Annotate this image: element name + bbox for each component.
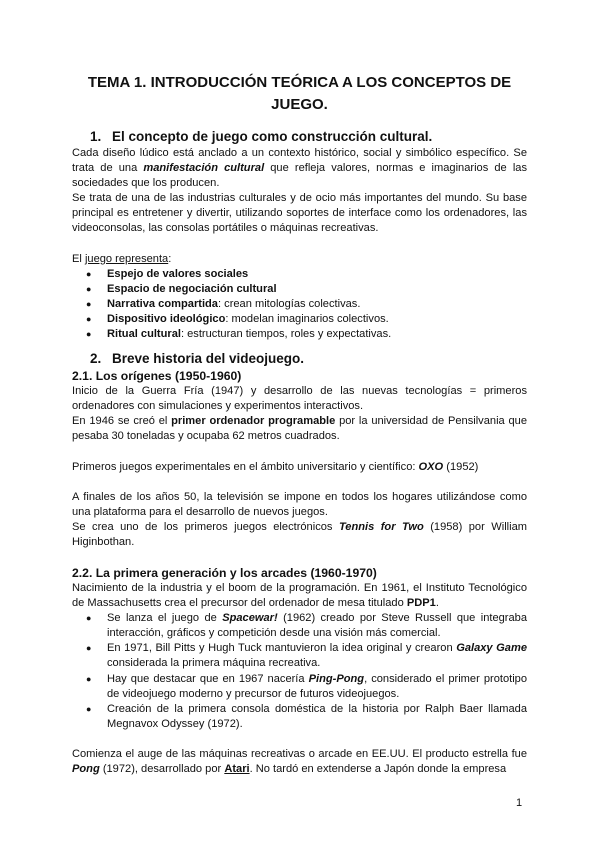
- text-run: por la universidad de Pensilvania que pesaba 30 toneladas y ocupaba 62 metros cuadrados.: [72, 415, 527, 443]
- section-1-heading: [72, 128, 527, 145]
- text-run: Primeros juegos experimentales en el ámbito universitario y científico:: [72, 460, 419, 473]
- text-run: , considerado el primer prototipo de videojuego moderno y precursor de futuros videojuegos.: [107, 672, 528, 700]
- page-number: 1: [516, 797, 523, 809]
- spacer: [72, 445, 527, 460]
- text-run: Hay que destacar que en 1967 nacería: [107, 672, 309, 685]
- section-1-bullet-list: [72, 267, 527, 342]
- list-item: [72, 641, 527, 671]
- text-run: (1958) por William Higinbothan.: [72, 520, 527, 548]
- emphasis-run: Tennis for Two: [338, 520, 424, 533]
- bullet-icon: ●: [86, 313, 92, 324]
- bullet-icon: ●: [86, 673, 92, 684]
- section-1-title: El concepto de juego como construcción cultural.: [112, 129, 433, 144]
- section-1-paragraph-2: Se trata de una de las industrias culturales y de ocio más importantes del mundo. Su base principal es entretener y divertir, utilizando soportes de interface como los ordenadores, las videoconsolas, las consolas portátiles o máquinas recreativas.: [72, 192, 527, 235]
- text-run: Creación de la primera consola doméstica de la historia por Ralph Baer llamada Megnavox Odyssey (1972).: [107, 702, 527, 730]
- text-run: En 1946 se creó el: [72, 415, 172, 428]
- subsection-2-1-heading: 2.1. Los orígenes (1950-1960): [72, 369, 242, 384]
- text-run: : crean mitologías colectivas.: [217, 297, 361, 310]
- spacer: [72, 732, 527, 747]
- spacer: [72, 237, 527, 252]
- bold-run: PDP1: [406, 597, 436, 610]
- text-run: que refleja valores, normas e imaginarios de las sociedades que los producen.: [72, 162, 527, 190]
- section-1-paragraph-1: [72, 146, 527, 191]
- text-run: En 1971, Bill Pitts y Hugh Tuck mantuvieron la idea original y crearon: [107, 642, 457, 655]
- emphasis-run: Pong: [72, 763, 100, 775]
- text-run: considerada la primera máquina recreativa.: [107, 657, 321, 670]
- list-item: [72, 312, 527, 327]
- text-run: El: [72, 252, 85, 265]
- emphasis-run: Galaxy Game: [456, 642, 527, 655]
- text-run: . No tardó en extenderse a Japón donde la empresa: [249, 763, 507, 775]
- spacer: [72, 342, 527, 350]
- document-body: [72, 72, 527, 777]
- text-run: .: [435, 597, 439, 610]
- emphasis-run: manifestación cultural: [143, 162, 265, 175]
- list-item: [72, 282, 527, 297]
- spacer: [72, 475, 527, 490]
- bullet-icon: ●: [86, 268, 92, 279]
- subsection-2-1-paragraph-4: A finales de los años 50, la televisión se impone en todos los hogares utilizándose como una plataforma para el desarrollo de nuevos juegos.: [72, 490, 527, 518]
- text-run: (1952): [443, 460, 479, 473]
- list-item: [72, 702, 527, 732]
- text-run: (1962) creado por Steve Russell que integraba interacción, gráficos y competición desde una visión más comercial.: [107, 612, 527, 640]
- document-title: TEMA 1. INTRODUCCIÓN TEÓRICA A LOS CONCEPTOS DE JUEGO.: [87, 74, 512, 113]
- subsection-2-2-paragraph-2: [72, 747, 527, 777]
- emphasis-run: Spacewar!: [222, 612, 278, 625]
- bullet-icon: ●: [86, 298, 92, 309]
- list-item: [72, 672, 527, 702]
- bullet-icon: ●: [86, 643, 92, 654]
- emphasis-run: Ping-Pong: [308, 672, 365, 685]
- subsection-2-1-paragraph-1: Inicio de la Guerra Fría (1947) y desarrollo de las nuevas tecnologías = primeros ordenadores con simulaciones y experimentos interactivos.: [72, 385, 527, 413]
- bullet-icon: ●: [86, 283, 92, 294]
- subsection-2-2-paragraph-1: [72, 581, 527, 611]
- bold-run: Ritual cultural: [107, 328, 181, 341]
- bold-run: Dispositivo ideológico: [107, 312, 226, 325]
- bold-underlined-run: Atari: [224, 763, 250, 775]
- section-2-number: 2.: [90, 351, 102, 367]
- section-2-title: Breve historia del videojuego.: [112, 351, 305, 367]
- text-run: (1972), desarrollado por: [99, 763, 225, 775]
- text-run: Se lanza el juego de: [107, 612, 223, 625]
- bullet-icon: ●: [86, 329, 92, 340]
- text-run: : estructuran tiempos, roles y expectativas.: [180, 328, 392, 341]
- text-run: :: [168, 252, 172, 265]
- subsection-2-1-paragraph-3: [72, 460, 527, 475]
- text-run: Nacimiento de la industria y el boom de la programación. En 1961, el Instituto Tecnológico de Massachusetts crea el precursor del ordenador de mesa titulado: [72, 581, 527, 610]
- bullet-icon: ●: [86, 703, 92, 714]
- bold-run: primer ordenador programable: [171, 415, 336, 428]
- subsection-2-2-heading: 2.2. La primera generación y los arcades (1960-1970): [72, 565, 377, 580]
- list-item: [72, 327, 527, 342]
- list-item: [72, 611, 527, 641]
- bold-run: Espacio de negociación cultural: [107, 282, 277, 295]
- bold-run: Espejo de valores sociales: [107, 267, 249, 280]
- list-item: [72, 297, 527, 312]
- text-run: : modelan imaginarios colectivos.: [225, 312, 389, 325]
- spacer: [72, 550, 527, 565]
- section-1-list-intro: [72, 252, 527, 267]
- subsection-2-1-paragraph-2: [72, 414, 527, 444]
- emphasis-run: OXO: [418, 460, 444, 473]
- list-item: [72, 267, 527, 282]
- section-2-heading: [72, 350, 527, 367]
- bullet-icon: ●: [86, 613, 92, 624]
- underlined-run: juego representa: [84, 252, 169, 265]
- text-run: Cada diseño lúdico está anclado a un contexto histórico, social y simbólico específico. Se trata de una: [72, 147, 527, 175]
- subsection-2-1-paragraph-5: [72, 520, 527, 550]
- bold-run: Narrativa compartida: [107, 297, 218, 310]
- subsection-2-2-bullet-list: [72, 611, 527, 732]
- text-run: Comienza el auge de las máquinas recreativas o arcade en EE.UU. El producto estrella fue: [72, 747, 527, 760]
- text-run: Se crea uno de los primeros juegos electrónicos: [72, 520, 339, 533]
- section-1-number: 1.: [90, 129, 102, 144]
